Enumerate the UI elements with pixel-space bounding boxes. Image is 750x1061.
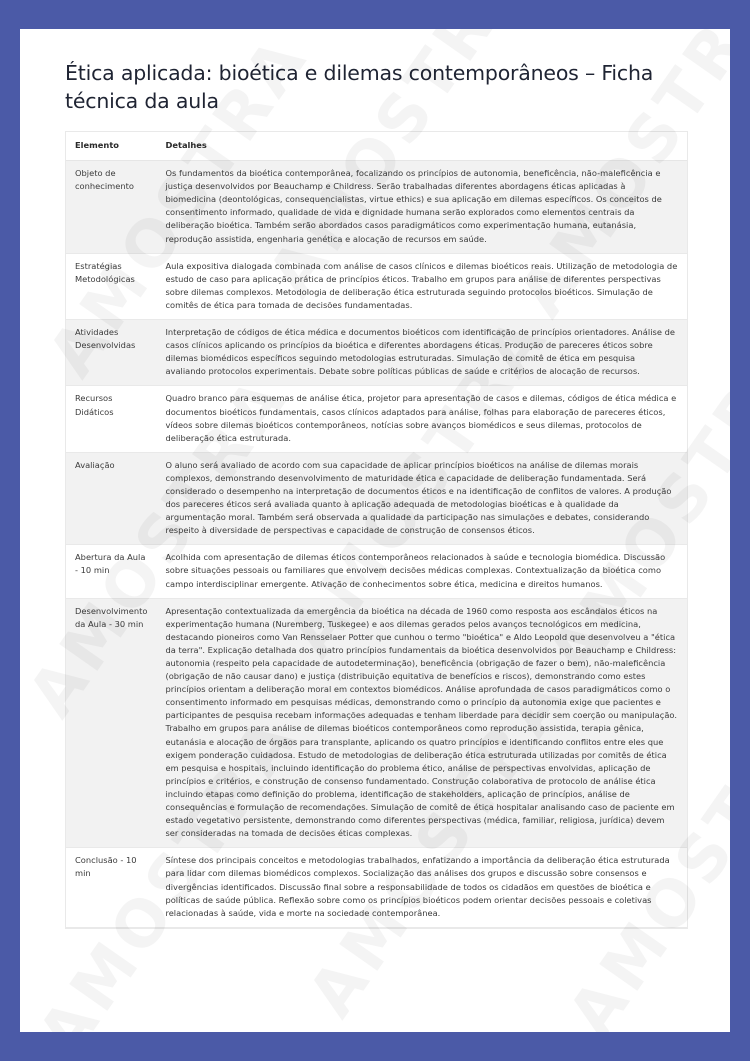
table-row [66, 848, 687, 927]
row-element-cell: Abertura da Aula - 10 min [66, 545, 156, 598]
table-header-row [66, 132, 687, 161]
page-title: Ética aplicada: bioética e dilemas contemporâneos – Ficha técnica da aula [65, 61, 654, 113]
row-element-cell: Avaliação [66, 452, 156, 545]
row-element-cell: Estratégias Metodológicas [66, 253, 156, 319]
table-row [66, 386, 687, 452]
table-row [66, 545, 687, 598]
row-element-cell: Atividades Desenvolvidas [66, 320, 156, 386]
column-header-details: Detalhes [156, 132, 687, 161]
row-element-cell: Desenvolvimento da Aula - 30 min [66, 598, 156, 848]
row-details-cell: Síntese dos principais conceitos e metodologias trabalhados, enfatizando a importância da deliberação ética estruturada para lidar com dilemas biomédicos complexos. Socialização das análises dos grupos e discussão sobre consensos e divergências identificados. Discussão final sobre a responsabilidade de todos os cidadãos em questões de bioética e políticas de saúde pública. Reflexão sobre como os princípios bioéticos podem orientar decisões pessoais e coletivas relacionadas à saúde, vida e morte na sociedade contemporânea. [156, 848, 687, 927]
row-element-cell: Recursos Didáticos [66, 386, 156, 452]
row-details-cell: Os fundamentos da bioética contemporânea, focalizando os princípios de autonomia, beneficência, não-maleficência e justiça desenvolvidos por Beauchamp e Childress. Serão trabalhadas diferentes abordagens éticas aplicadas à biomedicina (deontológicas, consequencialistas, virtue ethics) e sua aplicação em dilemas específicos. Os conceitos de consentimento informado, qualidade de vida e dignidade humana serão explorados como elementos centrais da deliberação bioética. Também serão abordados casos paradigmáticos como experimentação humana, eutanásia, reprodução assistida, engenharia genética e alocação de recursos em saúde. [156, 161, 687, 254]
table-row [66, 598, 687, 848]
lesson-plan-table [65, 131, 688, 929]
row-details-cell: Apresentação contextualizada da emergência da bioética na década de 1960 como resposta aos escândalos éticos na experimentação humana (Nuremberg, Tuskegee) e aos dilemas gerados pelos avanços tecnológicos em medicina, destacando pioneiros como Van Rensselaer Potter que cunhou o termo "bioética" e Aldo Leopold que desenvolveu a "ética da terra". Explicação detalhada dos quatro princípios fundamentais da bioética desenvolvidos por Beauchamp e Childress: autonomia (respeito pela capacidade de autodeterminação), beneficência (obrigação de fazer o bem), não-maleficência (obrigação de não causar dano) e justiça (distribuição equitativa de benefícios e riscos), demonstrando como estes princípios orientam a deliberação moral em contextos biomédicos. Análise aprofundada de casos paradigmáticos como o consentimento informado em pesquisas médicas, demonstrando como o princípio da autonomia exige que pacientes e participantes de pesquisa recebam informações adequadas e tenham liberdade para decidir sem coerção ou manipulação. Trabalho em grupos para análise de dilemas bioéticos contemporâneos como reprodução assistida, terapia gênica, eutanásia e alocação de órgãos para transplante, aplicando os quatro princípios e identificando conflitos entre eles que exigem ponderação cuidadosa. Estudo de metodologias de deliberação ética estruturada utilizadas por comitês de ética em pesquisa e hospitais, incluindo identificação do problema ético, análise de perspectivas envolvidas, aplicação de princípios e critérios, e construção de consenso fundamentado. Construção colaborativa de protocolo de análise ética incluindo etapas como definição do problema, identificação de stakeholders, aplicação de princípios, análise de consequências e formulação de recomendações. Simulação de comitê de ética hospitalar analisando caso de paciente em estado vegetativo persistente, demonstrando como diferentes perspectivas (médica, familiar, religiosa, jurídica) devem ser consideradas na tomada de decisões éticas complexas. [156, 598, 687, 848]
table-row [66, 452, 687, 545]
row-element-cell: Objeto de conhecimento [66, 161, 156, 254]
row-details-cell: Quadro branco para esquemas de análise ética, projetor para apresentação de casos e dilemas, códigos de ética médica e documentos bioéticos fundamentais, casos clínicos adaptados para análise, folhas para elaboração de pareceres éticos, vídeos sobre dilemas bioéticos contemporâneos, notícias sobre avanços biomédicos e seus dilemas, protocolos de deliberação ética estruturada. [156, 386, 687, 452]
row-details-cell: Aula expositiva dialogada combinada com análise de casos clínicos e dilemas bioéticos reais. Utilização de metodologia de estudo de caso para aplicação prática de princípios éticos. Trabalho em grupos para análise de diferentes perspectivas sobre dilemas complexos. Metodologia de deliberação ética estruturada seguindo protocolos bioéticos. Simulação de comitês de ética para tomada de decisões fundamentadas. [156, 253, 687, 319]
row-element-cell: Conclusão - 10 min [66, 848, 156, 927]
document-page [20, 29, 730, 1032]
row-details-cell: O aluno será avaliado de acordo com sua capacidade de aplicar princípios bioéticos na análise de dilemas morais complexos, demonstrando desenvolvimento de maturidade ética e capacidade de deliberação fundamentada. Será considerado o desempenho na interpretação de documentos éticos e na identificação de conflitos de valores. A produção dos pareceres éticos será avaliada quanto à aplicação adequada de metodologias bioéticas e à qualidade da argumentação moral. Também será observada a qualidade da participação nas simulações e debates, considerando respeito à diversidade de perspectivas e capacidade de construção de consensos éticos. [156, 452, 687, 545]
column-header-element: Elemento [66, 132, 156, 161]
row-details-cell: Acolhida com apresentação de dilemas éticos contemporâneos relacionados à saúde e tecnologia biomédica. Discussão sobre situações pessoais ou familiares que envolvem decisões médicas complexas. Contextualização da bioética como campo interdisciplinar emergente. Ativação de conhecimentos sobre ética, medicina e direitos humanos. [156, 545, 687, 598]
row-details-cell: Interpretação de códigos de ética médica e documentos bioéticos com identificação de princípios orientadores. Análise de casos clínicos aplicando os princípios da bioética e diferentes abordagens éticas. Produção de pareceres éticos sobre dilemas biomédicos específicos seguindo metodologias estruturadas. Simulação de comitê de ética em pesquisa avaliando protocolos experimentais. Debate sobre políticas públicas de saúde e critérios de alocação de recursos. [156, 320, 687, 386]
table-row [66, 320, 687, 386]
table-row [66, 161, 687, 254]
table-row [66, 253, 687, 319]
